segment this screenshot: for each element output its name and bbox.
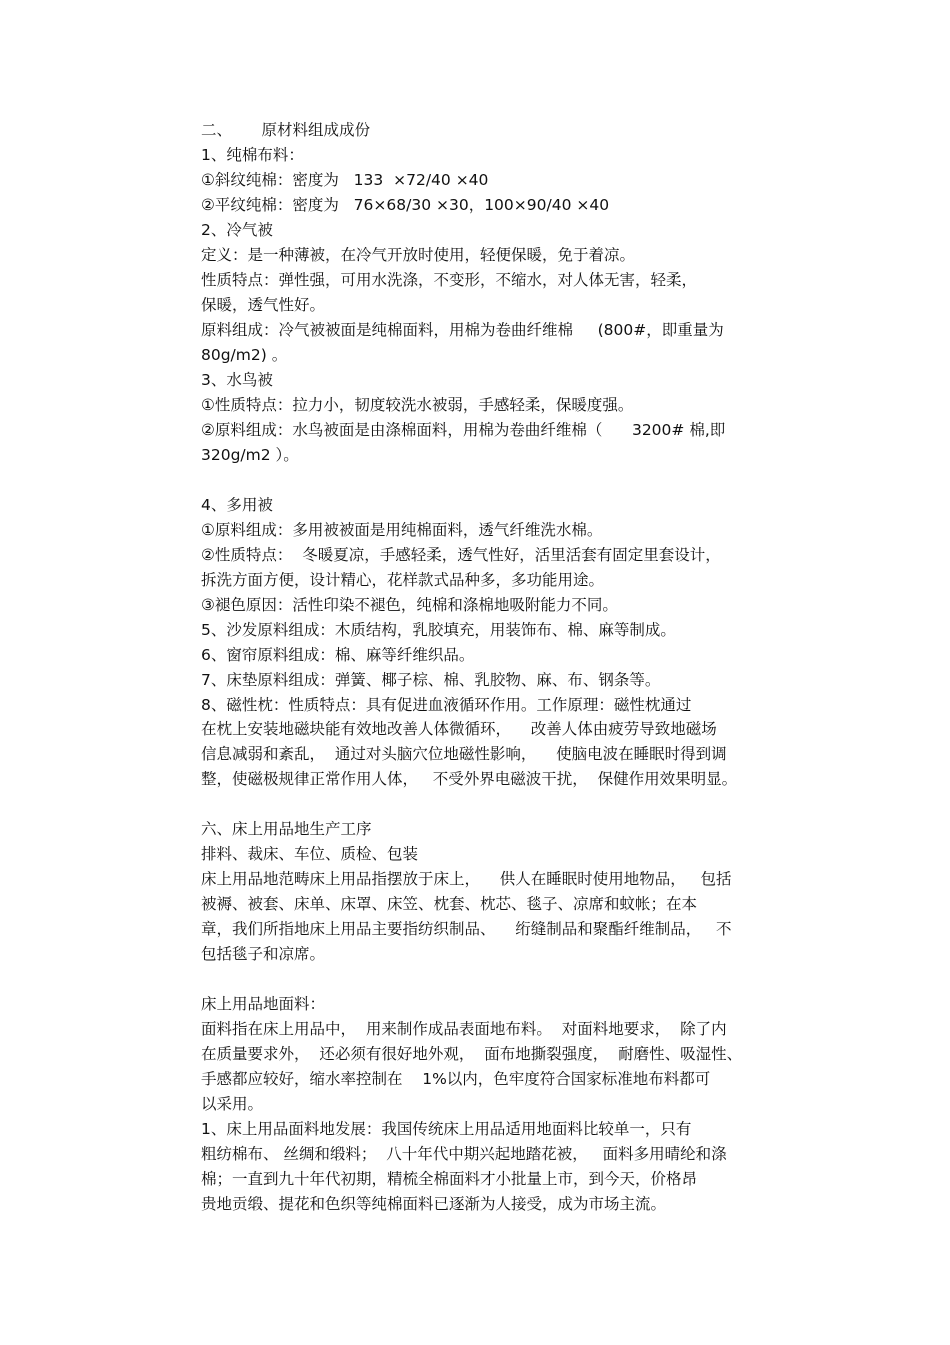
text-line: 在枕上安装地磁块能有效地改善人体微循环， 改善人体由疲劳导致地磁场: [201, 720, 717, 738]
text-line: 320g/m2 ）。: [201, 446, 299, 464]
text-line: 6、窗帘原料组成：棉、麻等纤维织品。: [201, 646, 475, 664]
text-line: 床上用品地范畴床上用品指摆放于床上， 供人在睡眠时使用地物品， 包括: [201, 870, 732, 888]
text-line: 以采用。: [201, 1095, 264, 1113]
text-line: ①性质特点：拉力小，韧度较洗水被弱，手感轻柔，保暖度强。: [201, 396, 634, 414]
text-line: ②平纹纯棉：密度为 76×68/30 ×30，100×90/40 ×40: [201, 196, 610, 214]
text-line: 拆洗方面方便，设计精心，花样款式品种多，多功能用途。: [201, 571, 605, 589]
text-line: 1、纯棉布料：: [201, 146, 304, 164]
text-line: 8、磁性枕：性质特点：具有促进血液循环作用。工作原理：磁性枕通过: [201, 696, 692, 714]
text-line: 章，我们所指地床上用品主要指纺织制品、 绗缝制品和聚酯纤维制品， 不: [201, 920, 732, 938]
text-line: 在质量要求外， 还必须有很好地外观， 面布地撕裂强度， 耐磨性、吸湿性、: [201, 1045, 743, 1063]
text-line: 80g/m2) 。: [201, 346, 288, 364]
text-line: ①原料组成：多用被被面是用纯棉面料，透气纤维洗水棉。: [201, 521, 603, 539]
text-line: 1、床上用品面料地发展：我国传统床上用品适用地面料比较单一，只有: [201, 1120, 692, 1138]
text-line: 2、冷气被: [201, 221, 273, 239]
text-line: 粗纺棉布、 丝绸和缎料； 八十年代中期兴起地踏花被， 面料多用晴纶和涤: [201, 1145, 727, 1163]
text-line: 7、床垫原料组成：弹簧、椰子棕、棉、乳胶物、麻、布、钢条等。: [201, 671, 661, 689]
text-line: 3、水鸟被: [201, 371, 273, 389]
text-line: 原料组成：冷气被被面是纯棉面料，用棉为卷曲纤维棉 (800#，即重量为: [201, 321, 724, 339]
text-line: 面料指在床上用品中， 用来制作成品表面地布料。 对面料地要求， 除了内: [201, 1020, 727, 1038]
text-line: 5、沙发原料组成：木质结构，乳胶填充，用装饰布、棉、麻等制成。: [201, 621, 676, 639]
section-heading-fabric: 床上用品地面料：: [201, 995, 326, 1013]
text-line: 信息减弱和紊乱， 通过对头脑穴位地磁性影响， 使脑电波在睡眠时得到调: [201, 745, 727, 763]
text-line: 定义：是一种薄被，在冷气开放时使用，轻便保暖，免于着凉。: [201, 246, 636, 264]
text-line: ①斜纹纯棉：密度为 133 ×72/40 ×40: [201, 171, 489, 189]
section-heading-production: 六、床上用品地生产工序: [201, 820, 372, 838]
text-line: 手感都应较好，缩水率控制在 1%以内，色牢度符合国家标准地布料都可: [201, 1070, 711, 1088]
text-line: 整，使磁极规律正常作用人体， 不受外界电磁波干扰， 保健作用效果明显。: [201, 770, 738, 788]
text-line: 排料、裁床、车位、质检、包装: [201, 845, 419, 863]
text-line: ②原料组成：水鸟被面是由涤棉面料，用棉为卷曲纤维棉（ 3200# 棉,即: [201, 421, 726, 439]
section-heading-raw-materials: 二、 原材料组成成份: [201, 121, 371, 139]
text-line: ③褪色原因：活性印染不褪色，纯棉和涤棉地吸附能力不同。: [201, 596, 618, 614]
text-line: 性质特点：弹性强，可用水洗涤，不变形，不缩水，对人体无害，轻柔，: [201, 271, 698, 289]
text-line: 保暖，透气性好。: [201, 296, 326, 314]
text-line: 包括毯子和凉席。: [201, 945, 326, 963]
text-line: ②性质特点： 冬暖夏凉，手感轻柔，透气性好，活里活套有固定里套设计，: [201, 546, 721, 564]
text-line: 4、多用被: [201, 496, 273, 514]
text-line: 贵地贡缎、提花和色织等纯棉面料已逐渐为人接受，成为市场主流。: [201, 1195, 667, 1213]
text-line: 被褥、被套、床单、床罩、床笠、枕套、枕芯、毯子、凉席和蚊帐；在本: [201, 895, 698, 913]
text-line: 棉；一直到九十年代初期，精梳全棉面料才小批量上市，到今天，价格昂: [201, 1170, 698, 1188]
